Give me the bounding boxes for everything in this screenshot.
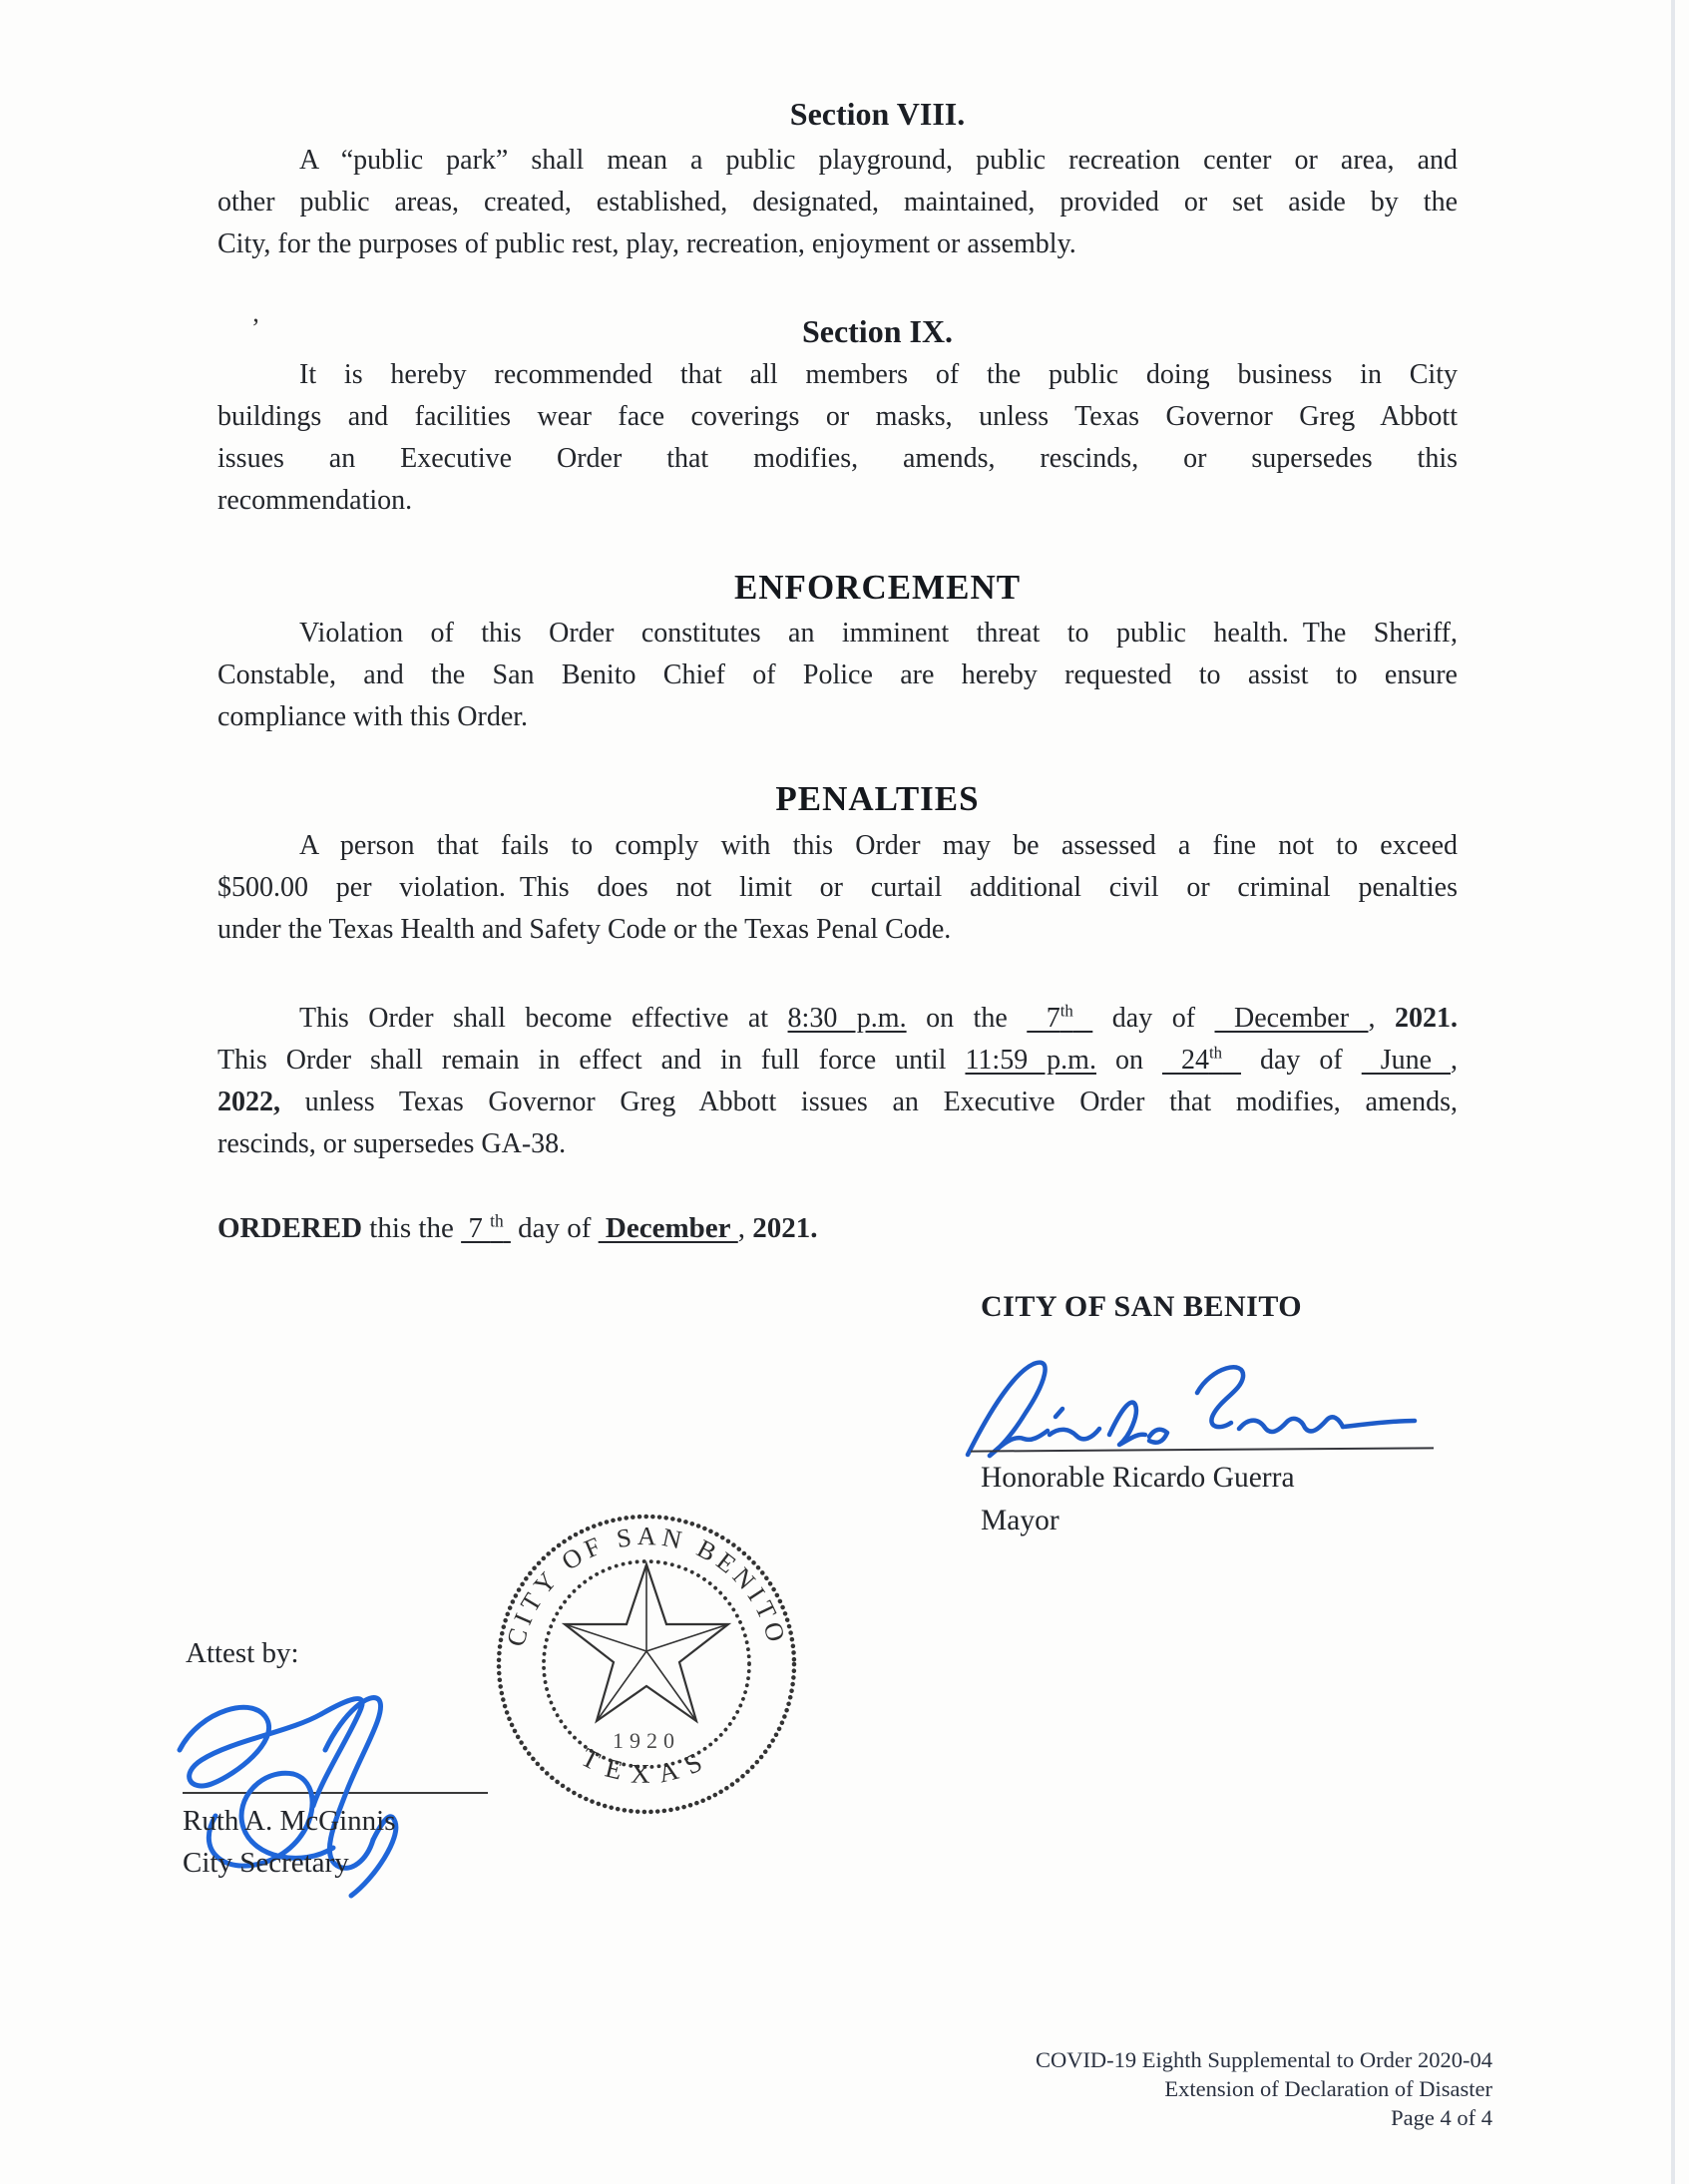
page-footer xyxy=(1036,2045,1492,2132)
expiry-month: June xyxy=(1361,1045,1452,1076)
text-segment: day of xyxy=(1241,1045,1362,1076)
paragraph-line: It is hereby recommended that all members of the public doing business in City xyxy=(299,359,1458,390)
effective-time: 8:30 p.m. xyxy=(787,1003,907,1034)
paragraph-line: rescinds, or supersedes GA-38. xyxy=(217,1128,567,1159)
text-segment: , xyxy=(1451,1045,1459,1076)
ordered-day: 7 $^{th}$ xyxy=(461,1210,504,1244)
effective-date-paragraph xyxy=(217,998,1458,1165)
ordered-word: ORDERED xyxy=(217,1212,363,1244)
effective-year: 2021. xyxy=(1395,1003,1458,1034)
paragraph-line: City, for the purposes of public rest, play, recreation, enjoyment or assembly. xyxy=(217,228,1076,259)
effective-day: 7th xyxy=(1027,1001,1073,1034)
text-segment: this the xyxy=(362,1212,462,1244)
paragraph-line: issues an Executive Order that modifies, amends, rescinds, or supersedes this xyxy=(217,443,1458,474)
expiry-time: 11:59 p.m. xyxy=(965,1045,1096,1076)
footer-line-extension: Extension of Declaration of Disaster xyxy=(1164,2076,1492,2101)
paragraph-line: Constable, and the San Benito Chief of Police are hereby requested to assist to ensure xyxy=(217,659,1458,690)
expiry-year: 2022, xyxy=(217,1087,280,1117)
ordered-year: 2021. xyxy=(752,1212,818,1244)
city-org-title: CITY OF SAN BENITO xyxy=(981,1290,1303,1323)
ordered-line xyxy=(217,1207,1458,1249)
section-ix-paragraph xyxy=(217,354,1458,522)
paragraph-line: A “public park” shall mean a public playground, public recreation center or area, and xyxy=(299,145,1458,176)
mayor-title: Mayor xyxy=(981,1505,1059,1536)
paragraph-line: A person that fails to comply with this Order may be assessed a fine not to exceed xyxy=(299,830,1458,861)
text-segment: This Order shall remain in effect and in full force until xyxy=(217,1045,966,1076)
expiry-day: 24th xyxy=(1161,1043,1223,1076)
text-segment: , xyxy=(1368,1003,1395,1034)
text-segment: unless Texas Governor Greg Abbott issues an Executive Order that modifies, amends, xyxy=(280,1087,1458,1117)
ordered-month: December xyxy=(598,1212,738,1244)
paragraph-line: recommendation. xyxy=(217,485,413,516)
section-viii-heading: Section VIII. xyxy=(789,96,966,132)
text-segment: This Order shall become effective at xyxy=(299,1003,788,1034)
effective-month: December xyxy=(1214,1003,1369,1034)
footer-line-order: COVID-19 Eighth Supplemental to Order 2020-04 xyxy=(1035,2047,1492,2072)
paragraph-line: compliance with this Order. xyxy=(217,701,529,732)
paragraph-line xyxy=(217,1040,1458,1082)
seal-arc-top-text: CITY OF SAN BENITO xyxy=(501,1522,792,1650)
section-ix-heading: Section IX. xyxy=(801,313,954,349)
paragraph-line xyxy=(217,998,1458,1040)
footer-page-number: Page 4 of 4 xyxy=(1391,2105,1492,2130)
paragraph-line xyxy=(217,1082,1458,1123)
text-segment: day of xyxy=(510,1212,599,1244)
attest-label: Attest by: xyxy=(186,1637,299,1669)
text-segment: on xyxy=(1095,1045,1162,1076)
stray-scan-mark: ’ xyxy=(251,313,260,342)
paragraph-line: buildings and facilities wear face coverings or masks, unless Texas Governor Greg Abbott xyxy=(217,401,1458,432)
paragraph-line: $500.00 per violation. This does not limit or curtail additional civil or criminal penalties xyxy=(217,872,1458,903)
penalties-heading: PENALTIES xyxy=(775,779,980,818)
penalties-paragraph xyxy=(217,825,1458,951)
text-segment: on the xyxy=(906,1003,1028,1034)
enforcement-heading: ENFORCEMENT xyxy=(733,568,1022,607)
city-seal xyxy=(491,1509,802,1820)
scan-edge-artifact xyxy=(1671,0,1675,2184)
paragraph-line: Violation of this Order constitutes an imminent threat to public health. The Sheriff, xyxy=(299,618,1458,649)
section-viii-paragraph xyxy=(217,140,1458,265)
paragraph-line: under the Texas Health and Safety Code or the Texas Penal Code. xyxy=(217,914,952,945)
seal-year: 1920 xyxy=(613,1728,680,1753)
paragraph-line: other public areas, created, established, designated, maintained, provided or set aside by the xyxy=(217,187,1458,218)
text-segment: day of xyxy=(1092,1003,1215,1034)
enforcement-paragraph xyxy=(217,613,1458,738)
text-segment: , xyxy=(737,1212,753,1244)
secretary-name: Ruth A. McGinnis xyxy=(183,1805,396,1837)
mayor-name: Honorable Ricardo Guerra xyxy=(981,1462,1295,1494)
secretary-title: City Secretary xyxy=(183,1847,349,1879)
seal-arc-bottom-text: TEXAS xyxy=(576,1741,717,1789)
